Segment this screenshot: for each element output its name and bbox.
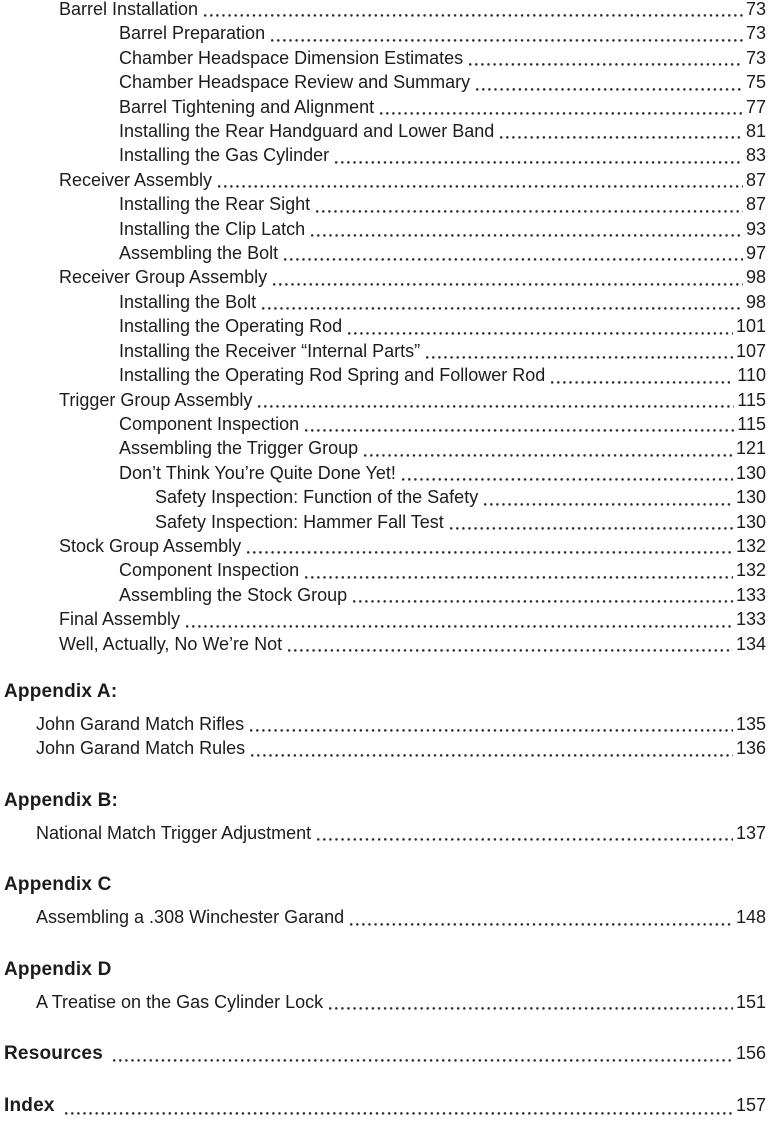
dot-leader — [500, 136, 743, 139]
toc-entry-label: Installing the Rear Handguard and Lower Band — [119, 121, 495, 142]
toc-entry-page: 157 — [735, 1095, 766, 1116]
toc-entry-label: Don’t Think You’re Quite Done Yet! — [119, 462, 396, 483]
dot-leader — [250, 729, 733, 732]
dot-leader — [476, 88, 743, 91]
toc-entry-page: 87 — [745, 194, 766, 215]
toc-entry — [4, 412, 766, 436]
toc-entry — [4, 632, 766, 656]
toc-entry-label: Safety Inspection: Function of the Safety — [155, 487, 479, 508]
toc-entry — [4, 265, 766, 289]
toc-entry — [4, 70, 766, 94]
toc-entry-page: 73 — [745, 47, 766, 68]
appendix-items — [4, 821, 766, 845]
appendix-block — [4, 872, 766, 929]
dot-leader — [311, 234, 743, 237]
dot-leader — [316, 210, 743, 213]
dot-leader — [288, 649, 733, 652]
toc-entry-label: Chamber Headspace Dimension Estimates — [119, 47, 464, 68]
dot-leader — [204, 14, 743, 17]
appendix-items — [4, 712, 766, 761]
toc-entry-label: Well, Actually, No We’re Not — [59, 633, 283, 654]
toc-entry-page: 73 — [745, 23, 766, 44]
dot-leader — [262, 307, 743, 310]
appendix-items — [4, 905, 766, 929]
back-matter-section — [4, 1041, 766, 1119]
toc-entry-label: Trigger Group Assembly — [59, 389, 253, 410]
toc-entry — [4, 21, 766, 45]
toc-entry-label: A Treatise on the Gas Cylinder Lock — [36, 991, 324, 1012]
toc-entry-page: 101 — [735, 316, 766, 337]
toc-entry-label: Receiver Group Assembly — [59, 267, 268, 288]
dot-leader — [65, 1112, 733, 1115]
dot-leader — [218, 185, 743, 188]
toc-entry-page: 107 — [735, 340, 766, 361]
toc-entry — [4, 1093, 766, 1118]
toc-entry — [4, 583, 766, 607]
dot-leader — [113, 1059, 733, 1062]
appendix-block — [4, 679, 766, 761]
toc-entry-page: 130 — [735, 487, 766, 508]
toc-entry — [4, 736, 766, 760]
dot-leader — [450, 527, 733, 530]
dot-leader — [426, 356, 733, 359]
dot-leader — [402, 478, 733, 481]
toc-entry — [4, 607, 766, 631]
toc-entry-label: Installing the Gas Cylinder — [119, 145, 330, 166]
appendix-heading: Appendix C — [4, 874, 112, 896]
toc-entry-label: Installing the Receiver “Internal Parts” — [119, 340, 421, 361]
toc-entry-label: Installing the Bolt — [119, 291, 257, 312]
toc-entry-label: Component Inspection — [119, 560, 300, 581]
dot-leader — [364, 454, 733, 457]
toc-entry — [4, 1041, 766, 1066]
toc-entry — [4, 436, 766, 460]
toc-entry — [4, 990, 766, 1014]
toc-entry — [4, 363, 766, 387]
toc-entry-label: Installing the Rear Sight — [119, 194, 311, 215]
toc-entry — [4, 192, 766, 216]
toc-entry — [4, 46, 766, 70]
toc-entry-label: Assembling the Bolt — [119, 243, 279, 264]
toc-entry-page: 132 — [735, 560, 766, 581]
toc-entry — [4, 143, 766, 167]
toc-entry-label: Assembling the Stock Group — [119, 584, 348, 605]
dot-leader — [284, 258, 743, 261]
toc-entry — [4, 461, 766, 485]
appendix-block — [4, 788, 766, 845]
appendix-sections — [4, 679, 766, 1014]
toc-entry-page: 75 — [745, 72, 766, 93]
toc-entry-page: 93 — [745, 218, 766, 239]
toc-entry — [4, 821, 766, 845]
toc-entry-page: 156 — [735, 1043, 766, 1063]
dot-leader — [350, 923, 733, 926]
toc-entry-page: 137 — [735, 822, 766, 843]
toc-entry-page: 133 — [735, 584, 766, 605]
toc-entry-page: 132 — [735, 535, 766, 556]
toc-entry-page: 81 — [745, 121, 766, 142]
toc-entry-label: Component Inspection — [119, 413, 300, 434]
toc-entry-label: Barrel Tightening and Alignment — [119, 96, 375, 117]
toc-entry-page: 121 — [735, 438, 766, 459]
dot-leader — [247, 551, 733, 554]
dot-leader — [348, 332, 733, 335]
toc-entry — [4, 712, 766, 736]
toc-entry-page: 73 — [745, 0, 766, 19]
dot-leader — [305, 429, 734, 432]
toc-entry-label: Installing the Clip Latch — [119, 218, 306, 239]
toc-entry-label: Installing the Operating Rod Spring and Follower Rod — [119, 365, 546, 386]
toc-entry-page: 130 — [735, 462, 766, 483]
toc-entry-page: 130 — [735, 511, 766, 532]
toc-entry-page: 135 — [735, 713, 766, 734]
toc-entry-label: Resources — [4, 1043, 103, 1064]
toc-entry — [4, 558, 766, 582]
toc-entry-page: 133 — [735, 609, 766, 630]
toc-entry-label: Chamber Headspace Review and Summary — [119, 72, 471, 93]
toc-entry-page: 83 — [745, 145, 766, 166]
dot-leader — [258, 405, 734, 408]
toc-entry — [4, 339, 766, 363]
dot-leader — [353, 600, 733, 603]
dot-leader — [484, 503, 733, 506]
toc-entry-page: 115 — [737, 389, 766, 410]
toc-entry-page: 98 — [745, 267, 766, 288]
toc-entry-page: 97 — [745, 243, 766, 264]
toc-main-list — [4, 0, 766, 656]
appendix-items — [4, 990, 766, 1014]
toc-entry-page: 148 — [735, 907, 766, 928]
dot-leader — [335, 161, 743, 164]
toc-entry — [4, 95, 766, 119]
toc-entry-label: Installing the Operating Rod — [119, 316, 343, 337]
toc-entry-label: Index — [4, 1095, 55, 1117]
dot-leader — [186, 625, 733, 628]
toc-entry-label: National Match Trigger Adjustment — [36, 822, 312, 843]
toc-entry — [4, 905, 766, 929]
dot-leader — [380, 112, 743, 115]
toc-entry-label: Safety Inspection: Hammer Fall Test — [155, 511, 444, 532]
toc-entry-label: Receiver Assembly — [59, 169, 213, 190]
dot-leader — [469, 63, 743, 66]
dot-leader — [317, 838, 733, 841]
toc-entry — [4, 241, 766, 265]
toc-entry-label: Barrel Installation — [59, 0, 199, 19]
toc-entry — [4, 485, 766, 509]
toc-entry-label: Barrel Preparation — [119, 23, 266, 44]
toc-entry-page: 77 — [745, 96, 766, 117]
toc-entry-label: Assembling a .308 Winchester Garand — [36, 907, 345, 928]
dot-leader — [329, 1007, 733, 1010]
dot-leader — [251, 754, 733, 757]
toc-entry-label: Assembling the Trigger Group — [119, 438, 359, 459]
toc-entry — [4, 119, 766, 143]
toc-entry-page: 151 — [735, 991, 766, 1012]
toc-entry-page: 110 — [737, 365, 766, 386]
dot-leader — [551, 381, 734, 384]
toc-entry-page: 134 — [735, 633, 766, 654]
dot-leader — [273, 283, 743, 286]
toc-entry — [4, 217, 766, 241]
dot-leader — [271, 39, 743, 42]
toc-entry — [4, 510, 766, 534]
appendix-heading: Appendix B: — [4, 789, 119, 811]
toc-entry-label: Final Assembly — [59, 609, 181, 630]
toc-entry-label: John Garand Match Rifles — [36, 713, 245, 734]
toc-entry — [4, 388, 766, 412]
toc-entry — [4, 0, 766, 21]
toc-entry-page: 98 — [745, 291, 766, 312]
toc-entry-page: 136 — [735, 738, 766, 759]
toc-entry — [4, 168, 766, 192]
toc-entry-page: 87 — [745, 169, 766, 190]
appendix-heading: Appendix A: — [4, 680, 118, 702]
toc-entry-page: 115 — [737, 413, 766, 434]
toc-entry — [4, 314, 766, 338]
appendix-heading: Appendix D — [4, 958, 112, 980]
toc-entry-label: John Garand Match Rules — [36, 738, 246, 759]
toc-entry — [4, 290, 766, 314]
toc-entry — [4, 534, 766, 558]
dot-leader — [305, 576, 733, 579]
appendix-block — [4, 957, 766, 1014]
toc-entry-label: Stock Group Assembly — [59, 535, 242, 556]
